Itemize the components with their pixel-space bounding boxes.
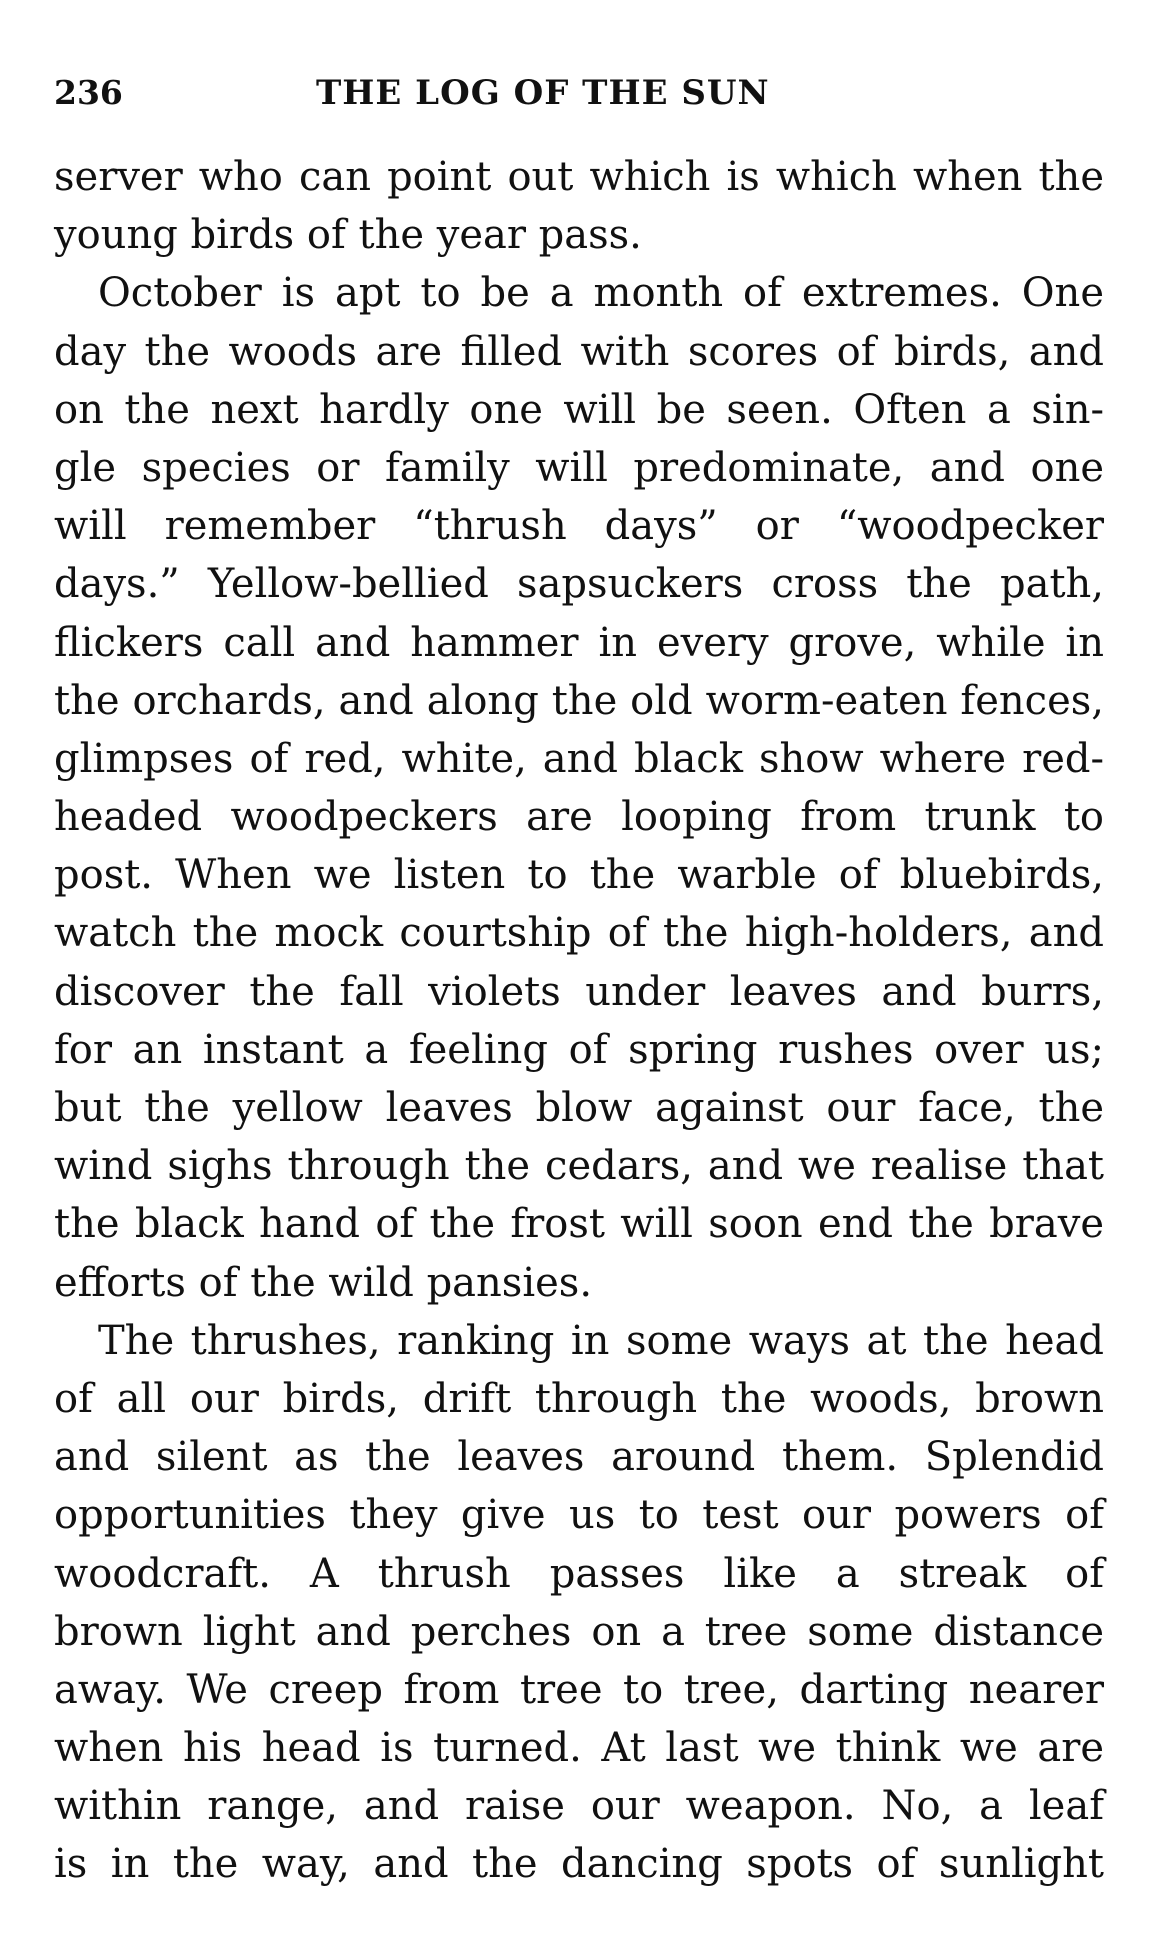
text-line: on the next hardly one will be seen. Often a sin- [54, 386, 1104, 433]
text-line: will remember “thrush days” or “woodpecker [54, 503, 1104, 550]
text-line: day the woods are filled with scores of birds, and [54, 328, 1104, 375]
text-line: discover the fall violets under leaves and burrs, [54, 968, 1104, 1015]
running-title: THE LOG OF THE SUN [316, 73, 770, 113]
text-line: server who can point out which is which when the [54, 154, 1104, 200]
text-line: is in the way, and the dancing spots of sunlight [54, 1841, 1104, 1888]
text-line: of all our birds, drift through the woods, brown [54, 1375, 1104, 1422]
text-line: away. We creep from tree to tree, darting nearer [54, 1666, 1104, 1713]
text-line: days.” Yellow-bellied sapsuckers cross the path, [54, 561, 1104, 608]
text-line: the black hand of the frost will soon end the brave [54, 1201, 1104, 1248]
text-line: when his head is turned. At last we think we are [54, 1725, 1104, 1772]
text-line: within range, and raise our weapon. No, a leaf [54, 1783, 1104, 1830]
page-number: 236 [54, 73, 123, 112]
text-line: and silent as the leaves around them. Splendid [54, 1434, 1104, 1481]
text-line: watch the mock courtship of the high-holders, and [54, 910, 1104, 957]
text-line: efforts of the wild pansies. [54, 1259, 593, 1306]
body-text [54, 148, 1104, 1894]
text-line: wind sighs through the cedars, and we realise that [54, 1143, 1104, 1190]
text-line: flickers call and hammer in every grove, while in [54, 619, 1104, 666]
text-line: brown light and perches on a tree some distance [54, 1608, 1104, 1655]
page-header [54, 68, 1104, 118]
text-line: for an instant a feeling of spring rushes over us; [54, 1026, 1104, 1073]
text-line: the orchards, and along the old worm-eaten fences, [54, 677, 1104, 724]
text-line: gle species or family will predominate, and one [54, 444, 1104, 491]
text-line: but the yellow leaves blow against our face, the [54, 1085, 1104, 1131]
text-line: young birds of the year pass. [54, 212, 642, 259]
text-line: post. When we listen to the warble of bluebirds, [54, 852, 1104, 899]
text-line: headed woodpeckers are looping from trunk to [54, 794, 1104, 841]
text-line: glimpses of red, white, and black show where red- [54, 735, 1104, 782]
text-line: opportunities they give us to test our powers of [54, 1492, 1104, 1539]
paragraph-start-line: The thrushes, ranking in some ways at the head [98, 1317, 1104, 1364]
paragraph-start-line: October is apt to be a month of extremes. One [98, 270, 1104, 317]
text-line: woodcraft. A thrush passes like a streak of [54, 1550, 1104, 1597]
